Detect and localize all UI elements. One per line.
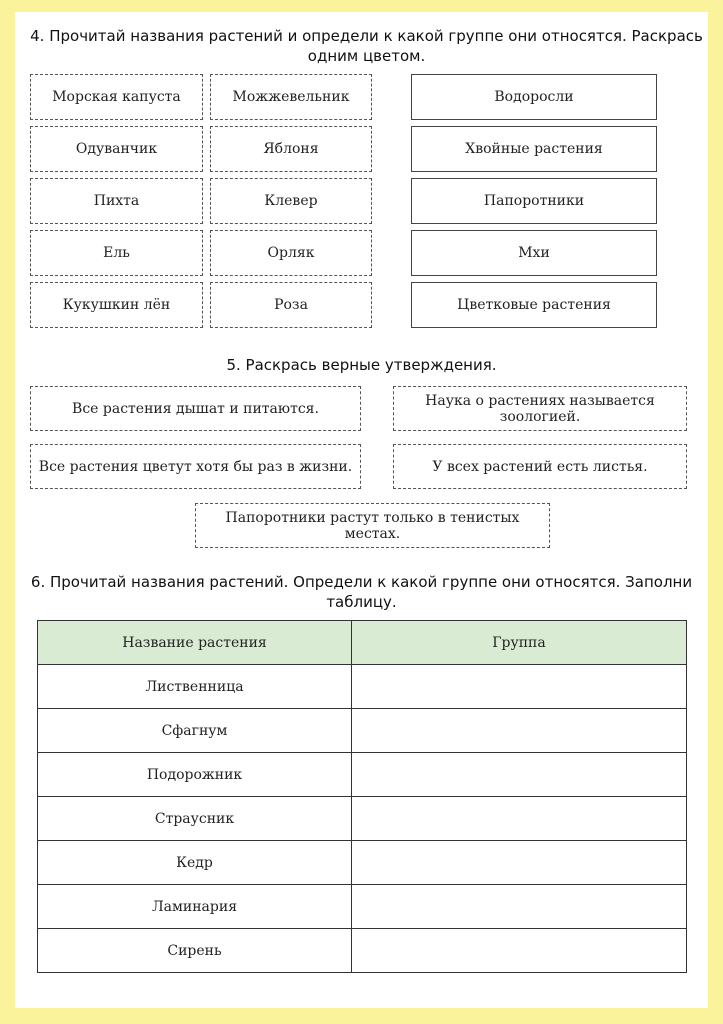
plant-card[interactable]: Одуванчик [30,126,203,172]
plants-table [37,620,687,973]
column-header-group: Группа [352,621,687,665]
table-row [38,841,687,885]
statement-card[interactable]: У всех растений есть листья. [393,444,687,489]
column-header-name: Название растения [38,621,352,665]
group-answer-cell[interactable] [352,797,687,841]
task6-heading: 6. Прочитай названия растений. Определи к какой группе они относятся. Заполни таблицу. [30,573,693,611]
group-answer-cell[interactable] [352,841,687,885]
table-row [38,665,687,709]
plant-card[interactable]: Роза [210,282,372,328]
table-row [38,753,687,797]
group-card-algae[interactable]: Водоросли [411,74,657,120]
plant-card[interactable]: Морская капуста [30,74,203,120]
group-answer-cell[interactable] [352,709,687,753]
plant-name-cell: Лиственница [38,665,352,709]
table-header-row [38,621,687,665]
plant-card[interactable]: Орляк [210,230,372,276]
plant-card[interactable]: Пихта [30,178,203,224]
plant-name-cell: Сфагнум [38,709,352,753]
plant-name-cell: Страусник [38,797,352,841]
group-answer-cell[interactable] [352,929,687,973]
plant-card[interactable]: Ель [30,230,203,276]
group-answer-cell[interactable] [352,885,687,929]
group-card-conifers[interactable]: Хвойные растения [411,126,657,172]
plant-name-cell: Кедр [38,841,352,885]
statement-card[interactable]: Все растения цветут хотя бы раз в жизни. [30,444,361,489]
table-row [38,885,687,929]
statement-card[interactable]: Все растения дышат и питаются. [30,386,361,431]
group-card-flowering[interactable]: Цветковые растения [411,282,657,328]
plant-name-cell: Ламинария [38,885,352,929]
table-row [38,709,687,753]
statement-card[interactable]: Папоротники растут только в тенистых местах. [195,503,550,548]
group-card-mosses[interactable]: Мхи [411,230,657,276]
group-answer-cell[interactable] [352,753,687,797]
plant-card[interactable]: Кукушкин лён [30,282,203,328]
table-row [38,797,687,841]
plant-card[interactable]: Клевер [210,178,372,224]
plant-card[interactable]: Яблоня [210,126,372,172]
group-answer-cell[interactable] [352,665,687,709]
group-card-ferns[interactable]: Папоротники [411,178,657,224]
statement-card[interactable]: Наука о растениях называется зоологией. [393,386,687,431]
plant-card[interactable]: Можжевельник [210,74,372,120]
task4-heading: 4. Прочитай названия растений и определи к какой группе они относятся. Раскрась одним цветом. [30,27,703,65]
table-row [38,929,687,973]
task5-heading: 5. Раскрась верные утверждения. [226,356,497,374]
plant-name-cell: Сирень [38,929,352,973]
plant-name-cell: Подорожник [38,753,352,797]
